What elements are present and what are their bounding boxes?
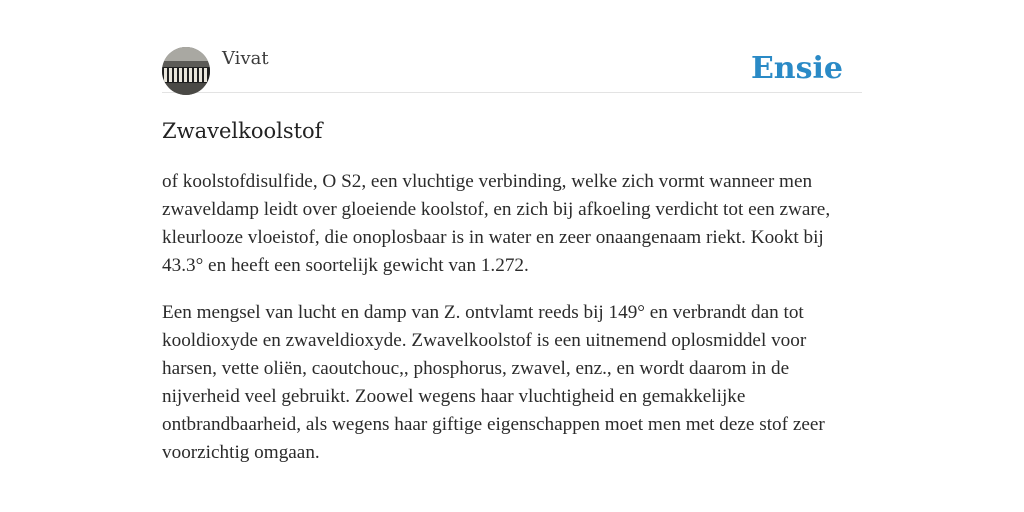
article-paragraph: of koolstofdisulfide, O S2, een vluchtige verbinding, welke zich vormt wanneer men zwaveldamp leidt over gloeiende koolstof, en zich bij afkoeling verdicht tot een zware, kleurlooze vloeistof, die onoplosbaar is in water en zeer onaangenaam riekt. Kookt bij 43.3° en heeft een soortelijk gewicht van 1.272. xyxy=(162,171,831,276)
article-title: Zwavelkoolstof xyxy=(162,119,323,143)
author-avatar[interactable] xyxy=(162,47,210,95)
article-paragraph: Een mengsel van lucht en damp van Z. ontvlamt reeds bij 149° en verbrandt dan tot kooldioxyde en zwaveldioxyde. Zwavelkoolstof is een uitnemend oplosmiddel voor harsen, vette oliën, caoutchouc,, phosphorus, zwavel, enz., en wordt daarom in de nijverheid veel gebruikt. Zoowel wegens haar vluchtigheid en gemakkelijke ontbrandbaarheid, als wegens haar giftige eigenschappen moet men met deze stof zeer voorzichtig omgaan. xyxy=(162,302,825,463)
article-body xyxy=(162,168,862,486)
article-header xyxy=(162,46,862,93)
author-name[interactable]: Vivat xyxy=(222,48,269,69)
brand-logo[interactable]: Ensie xyxy=(750,51,843,86)
typewriter-keys-avatar-icon xyxy=(162,47,210,95)
